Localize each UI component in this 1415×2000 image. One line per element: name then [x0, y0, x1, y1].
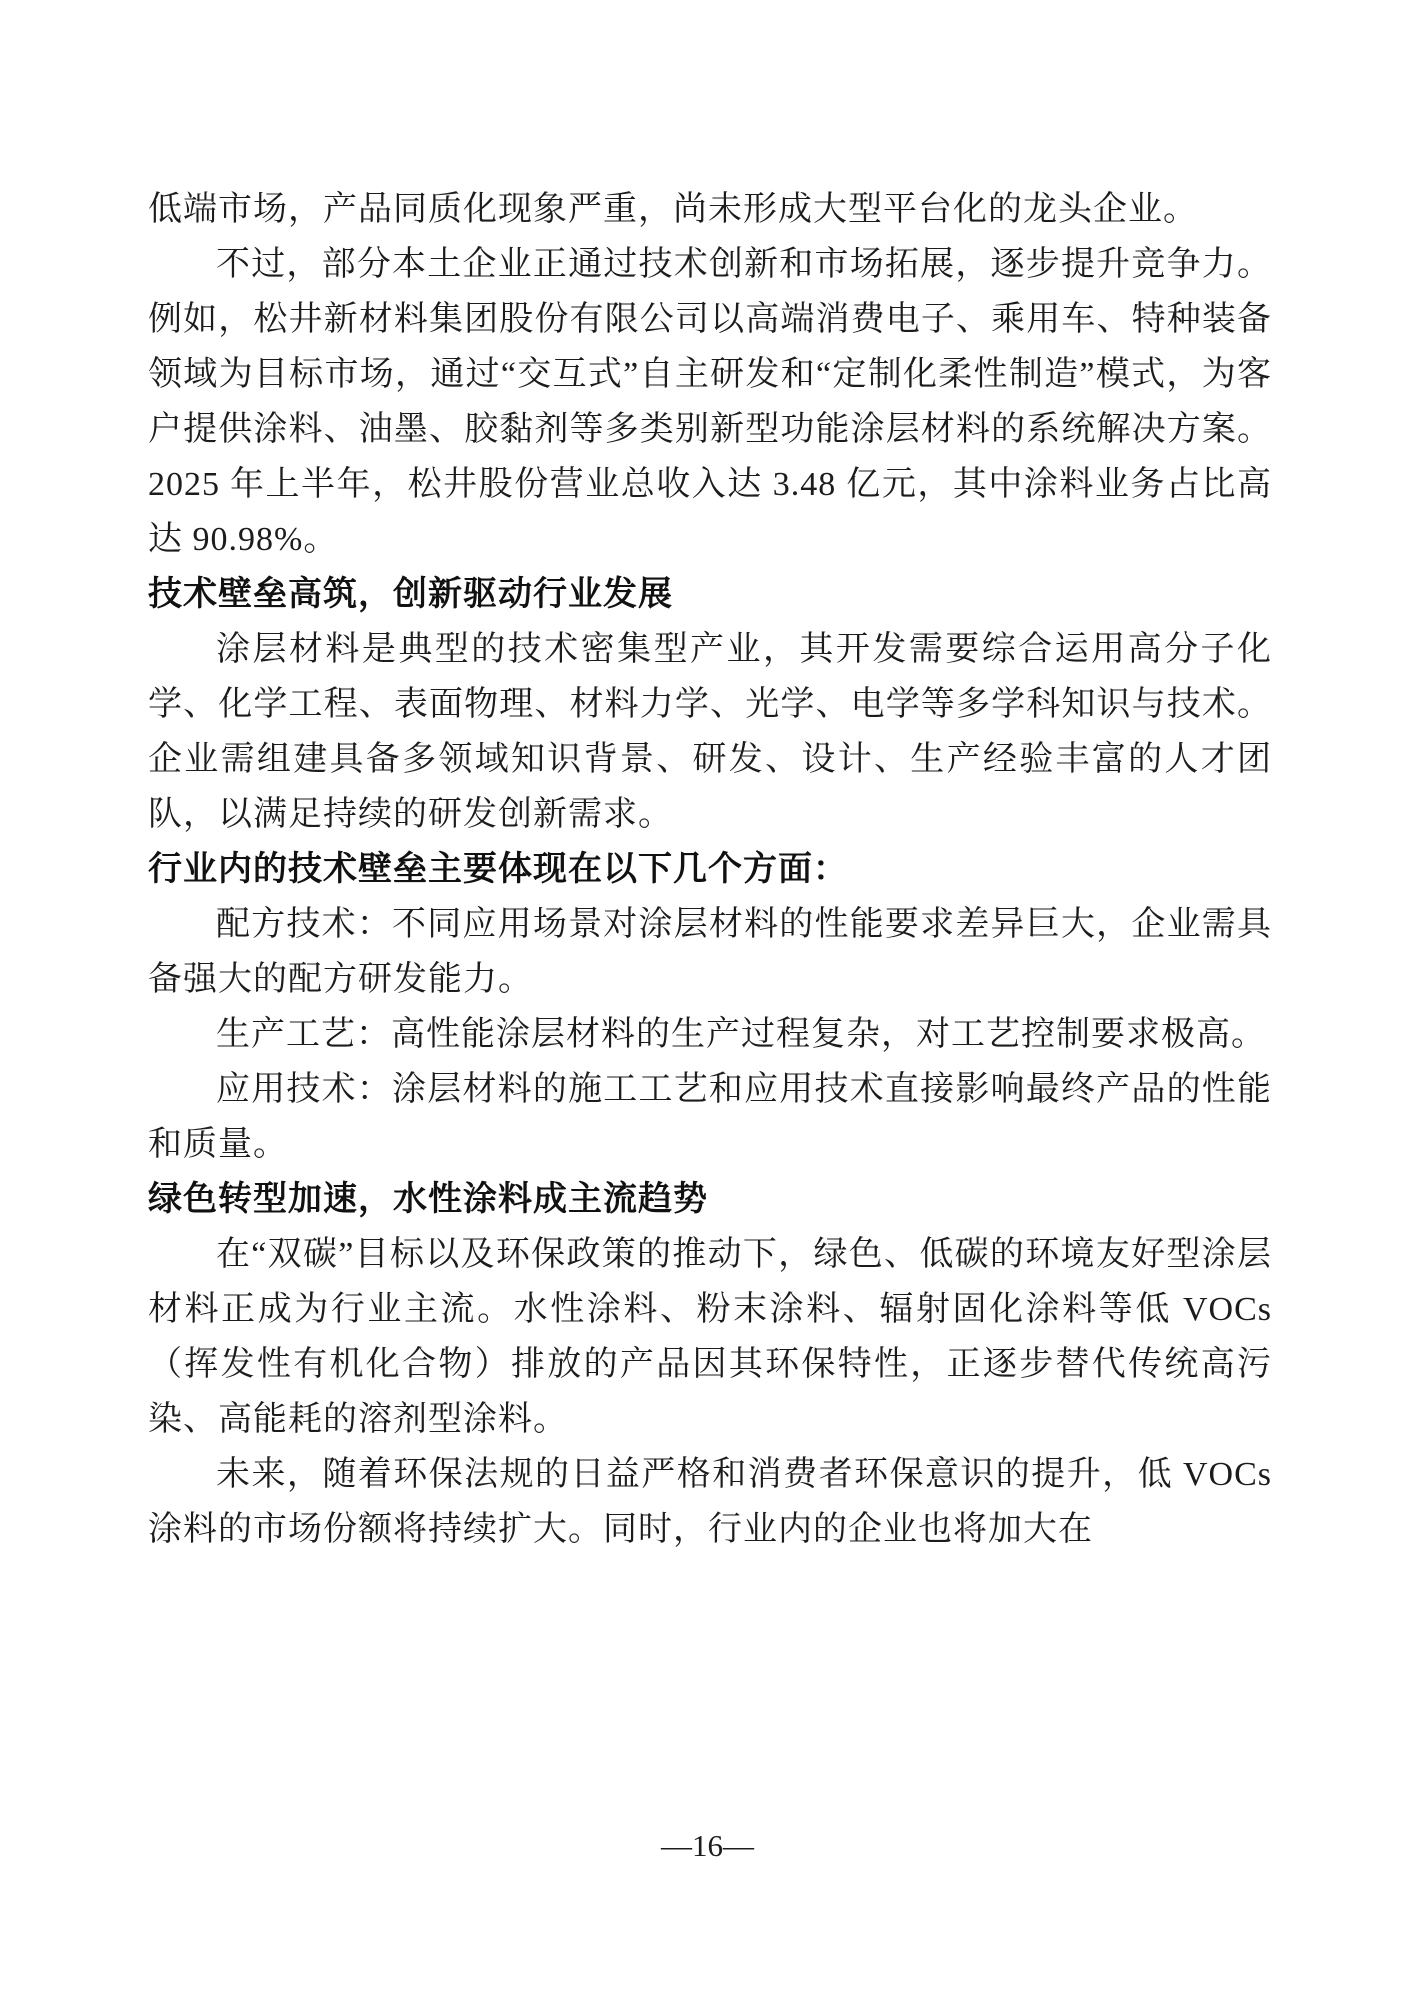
paragraph: 在“双碳”目标以及环保政策的推动下，绿色、低碳的环境友好型涂层材料正成为行业主流。水性涂料、粉末涂料、辐射固化涂料等低 VOCs（挥发性有机化合物）排放的产品因其环保特性，正逐步替代传统高污染、高能耗的溶剂型涂料。 [148, 1236, 1272, 1438]
paragraph: 涂层材料是典型的技术密集型产业，其开发需要综合运用高分子化学、化学工程、表面物理、材料力学、光学、电学等多学科知识与技术。企业需组建具备多领域知识背景、研发、设计、生产经验丰富的人才团队，以满足持续的研发创新需求。 [148, 631, 1272, 833]
section-heading: 行业内的技术壁垒主要体现在以下几个方面： [148, 850, 848, 888]
paragraph: 不过，部分本土企业正通过技术创新和市场拓展，逐步提升竞争力。例如，松井新材料集团股份有限公司以高端消费电子、乘用车、特种装备领域为目标市场，通过“交互式”自主研发和“定制化柔性制造”模式，为客户提供涂料、油墨、胶黏剂等多类别新型功能涂层材料的系统解决方案。2025 年上半年，松井股份营业总收入达 3.48 亿元，其中涂料业务占比高达 90.98%。 [148, 246, 1272, 558]
paragraph: 配方技术：不同应用场景对涂层材料的性能要求差异巨大，企业需具备强大的配方研发能力。 [148, 906, 1272, 998]
paragraph-continuation: 低端市场，产品同质化现象严重，尚未形成大型平台化的龙头企业。 [148, 191, 1198, 228]
paragraph: 生产工艺：高性能涂层材料的生产过程复杂，对工艺控制要求极高。 [216, 1016, 1266, 1053]
page-number: —16— [661, 1828, 754, 1863]
section-heading: 绿色转型加速，水性涂料成主流趋势 [148, 1180, 708, 1218]
section-heading: 技术壁垒高筑，创新驱动行业发展 [148, 575, 673, 613]
document-body [148, 182, 1272, 1557]
paragraph: 应用技术：涂层材料的施工工艺和应用技术直接影响最终产品的性能和质量。 [148, 1071, 1272, 1163]
paragraph: 未来，随着环保法规的日益严格和消费者环保意识的提升，低 VOCs 涂料的市场份额将持续扩大。同时，行业内的企业也将加大在 [148, 1456, 1272, 1548]
